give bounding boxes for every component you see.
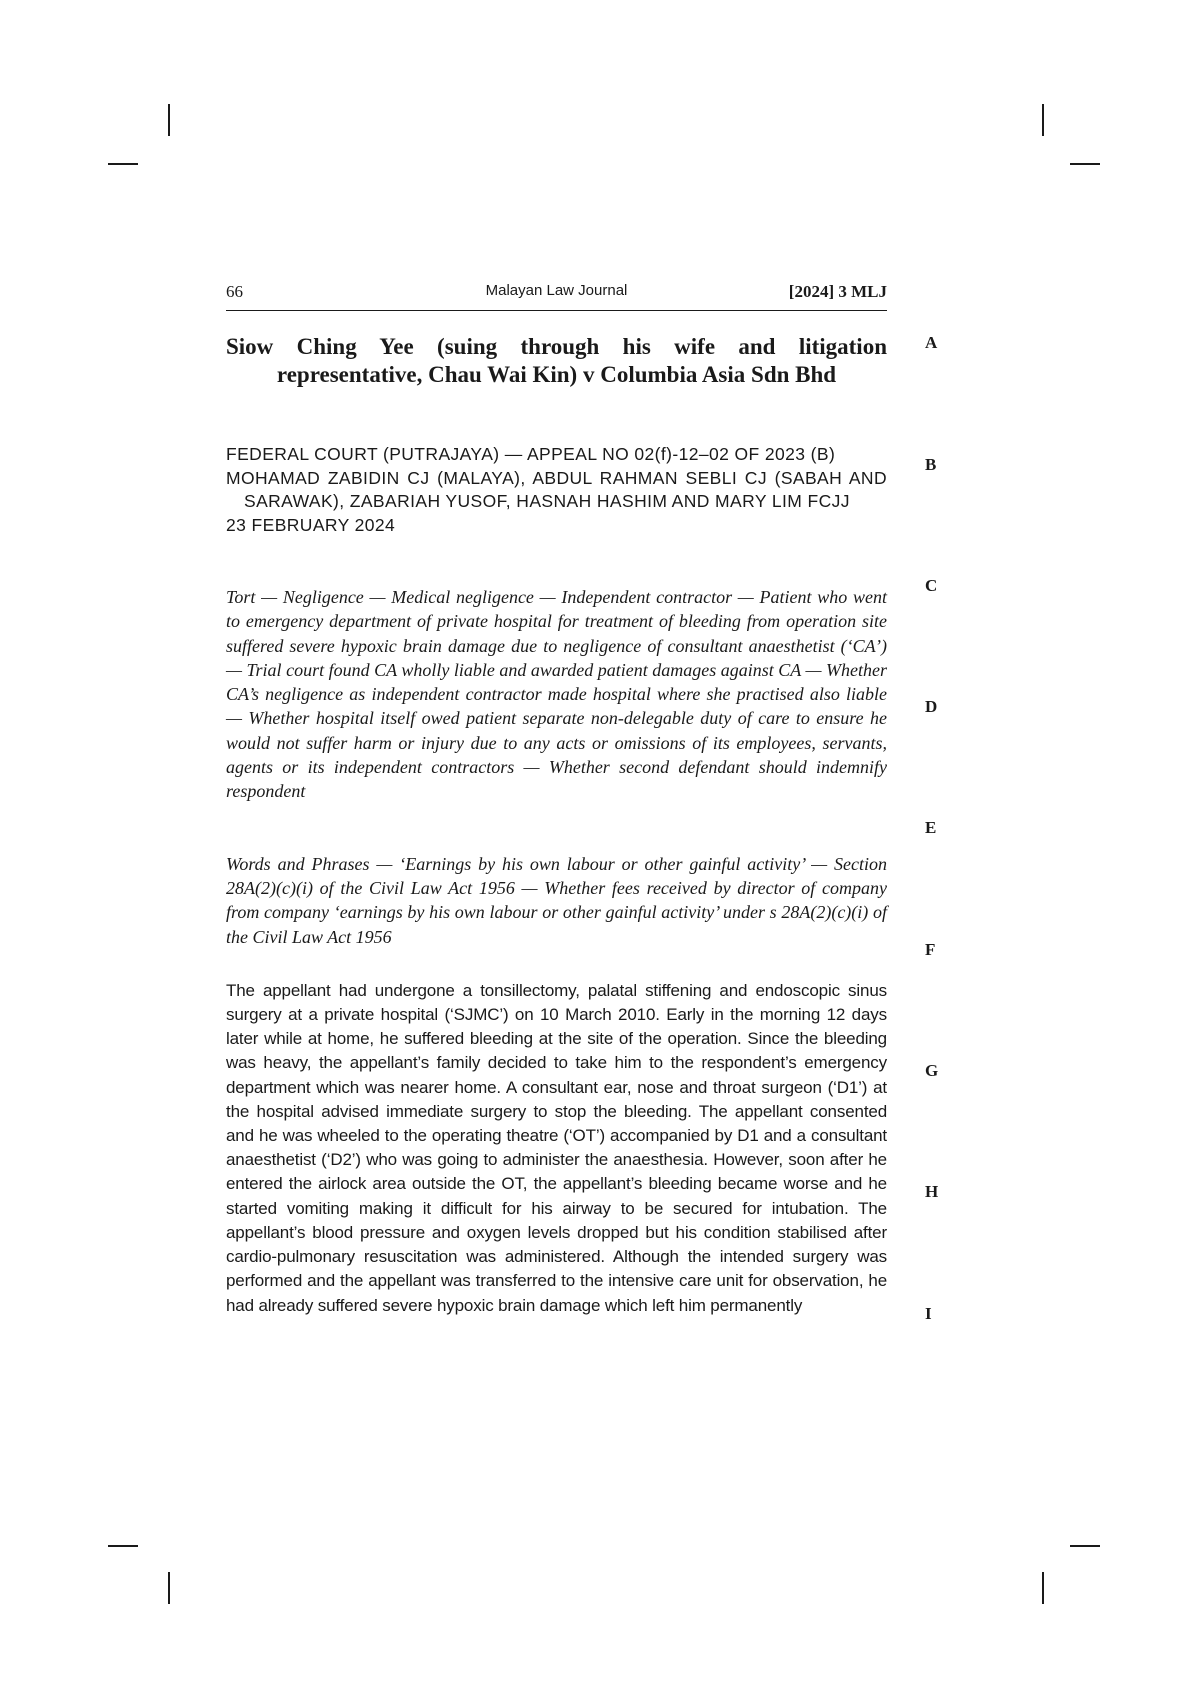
citation: [2024] 3 MLJ xyxy=(788,282,887,301)
page-content xyxy=(226,270,887,1335)
date-line: 23 FEBRUARY 2024 xyxy=(226,514,396,535)
appeal-line: FEDERAL COURT (PUTRAJAYA) — APPEAL NO 02(f)-12–02 OF 2023 (B) xyxy=(226,444,836,464)
margin-letter-b: B xyxy=(925,455,937,474)
crop-mark-top-right-h xyxy=(1070,163,1100,165)
judges-line: MOHAMAD ZABIDIN CJ (MALAYA), ABDUL RAHMAN SEBLI CJ (SABAH AND SARAWAK), ZABARIAH YUSOF, HASNAH HASHIM AND MARY LIM FCJJ xyxy=(226,467,887,511)
case-title: Siow Ching Yee (suing through his wife and litigation representative, Chau Wai Kin) v Columbia Asia Sdn Bhd xyxy=(226,334,887,387)
page-number: 66 xyxy=(226,282,243,301)
margin-letter-g: G xyxy=(925,1061,939,1080)
headnote-body: The appellant had undergone a tonsillectomy, palatal stiffening and endoscopic sinus surgery at a private hospital (‘SJMC’) on 10 March 2010. Early in the morning 12 days later while at home, he suffered bleeding at the site of the operation. Since the bleeding was heavy, the appellant’s family decided to take him to the respondent’s emergency department which was nearer home. A consultant ear, nose and throat surgeon (‘D1’) at the hospital advised immediate surgery to stop the bleeding. The appellant consented and he was wheeled to the operating theatre (‘OT’) accompanied by D1 and a consultant anaesthetist (‘D2’) who was going to administer the anaesthesia. However, soon after he entered the airlock area outside the OT, the appellant’s bleeding became worse and he started vomiting making it difficult for his airway to be secured for intubation. The appellant’s blood pressure and oxygen levels dropped but his condition stabilised after cardio-pulmonary resuscitation was administered. Although the intended surgery was performed and the appellant was transferred to the intensive care unit for observation, he had already suffered severe hypoxic brain damage which left him permanently xyxy=(226,980,887,1315)
journal-name: Malayan Law Journal xyxy=(485,282,628,299)
crop-mark-bottom-right xyxy=(1042,1572,1044,1604)
catchwords-words-and-phrases: Words and Phrases — ‘Earnings by his own labour or other gainful activity’ — Section 28A(2)(c)(i) of the Civil Law Act 1956 — Whether fees received by director of company from company ‘earnings by his own labour or other gainful activity’ under s 28A(2)(c)(i) of the Civil Law Act 1956 xyxy=(226,853,887,947)
margin-letter-f: F xyxy=(925,940,936,959)
margin-letter-i: I xyxy=(925,1304,932,1323)
crop-mark-top-left-h xyxy=(108,163,138,165)
margin-letter-d: D xyxy=(925,697,938,716)
margin-letter-h: H xyxy=(925,1182,939,1201)
catchwords-tort: Tort — Negligence — Medical negligence — Independent contractor — Patient who went to emergency department of private hospital for treatment of bleeding from operation site suffered severe hypoxic brain damage due to negligence of consultant anaesthetist (‘CA’) — Trial court found CA wholly liable and awarded patient damages against CA — Whether CA’s negligence as independent contractor made hospital where she practised also liable — Whether hospital itself owed patient separate non-delegable duty of care to ensure he would not suffer harm or injury due to any acts or omissions of its employees, servants, agents or its independent contractors — Whether second defendant should indemnify respondent xyxy=(226,587,887,802)
court-details xyxy=(226,443,887,537)
running-header xyxy=(226,270,887,311)
margin-letter-a: A xyxy=(925,333,938,352)
margin-letter-c: C xyxy=(925,576,938,595)
margin-letter-e: E xyxy=(925,818,937,837)
crop-mark-top-right xyxy=(1042,104,1044,136)
crop-mark-top-left xyxy=(168,104,170,136)
crop-mark-bottom-right-h xyxy=(1070,1545,1100,1547)
crop-mark-bottom-left xyxy=(168,1572,170,1604)
crop-mark-bottom-left-h xyxy=(108,1545,138,1547)
